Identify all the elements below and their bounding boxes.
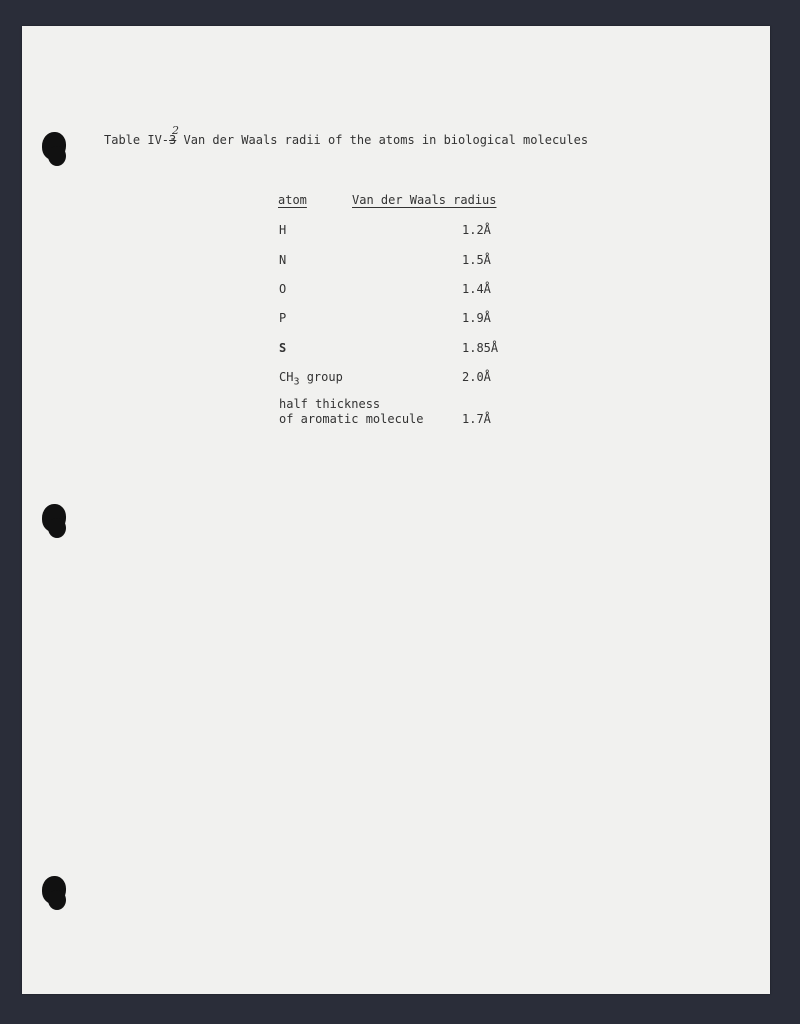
row-atom-ch3 xyxy=(279,370,343,387)
caption-prefix: Table IV- xyxy=(104,133,170,147)
row-atom-h: H xyxy=(279,223,287,237)
row-radius-aromatic: 1.7Å xyxy=(462,412,491,426)
row-radius-s: 1.85Å xyxy=(462,341,499,355)
caption-handwritten-number: 2 xyxy=(172,124,179,137)
row-radius-h: 1.2Å xyxy=(462,223,491,237)
row-atom-aromatic-line2: of aromatic molecule xyxy=(279,412,424,426)
header-radius: Van der Waals radius xyxy=(352,193,497,207)
row-atom-aromatic-line1: half thickness xyxy=(279,397,381,411)
punch-hole-middle xyxy=(42,504,66,532)
punch-hole-top xyxy=(42,132,66,160)
row-atom-n: N xyxy=(279,253,287,267)
row-atom-ch3-main: CH xyxy=(279,370,294,384)
row-atom-o: O xyxy=(279,282,287,296)
row-atom-s: S xyxy=(279,341,287,355)
header-atom: atom xyxy=(278,193,307,207)
punch-hole-bottom xyxy=(42,876,66,904)
row-radius-o: 1.4Å xyxy=(462,282,491,296)
row-radius-n: 1.5Å xyxy=(462,253,491,267)
caption-title: Van der Waals radii of the atoms in biological molecules xyxy=(183,133,589,147)
caption-struck-number: 3 xyxy=(169,133,177,147)
row-radius-ch3: 2.0Å xyxy=(462,370,491,384)
row-radius-p: 1.9Å xyxy=(462,311,491,325)
typed-page xyxy=(22,26,770,994)
row-atom-p: P xyxy=(279,311,287,325)
row-atom-ch3-rest: group xyxy=(299,370,343,384)
row-atom-ch3-subscript: 3 xyxy=(293,376,300,388)
